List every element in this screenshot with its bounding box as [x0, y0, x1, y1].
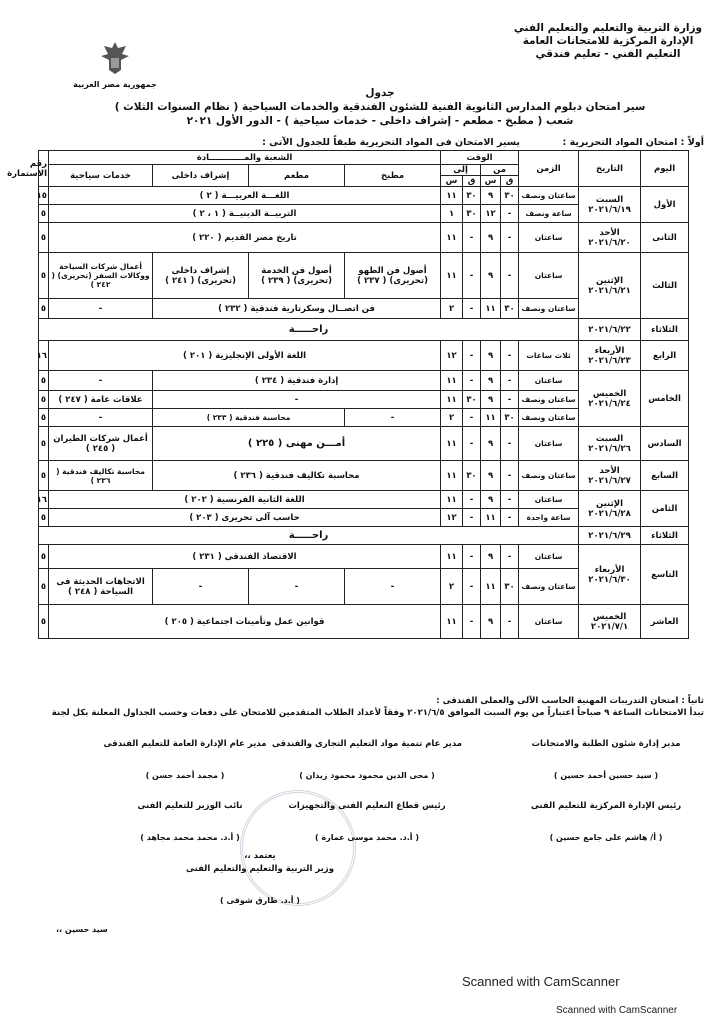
section-note: يسير الامتحان فى المواد التحريرية طبقاً للجدول الآتى :	[262, 137, 520, 148]
from-s-cell: ٩	[481, 545, 501, 569]
date-cell	[579, 253, 641, 319]
country-emblem-block	[70, 40, 160, 89]
from-q-cell: -	[501, 391, 519, 409]
col-restaurant: مطعم	[249, 165, 345, 187]
from-q-cell: -	[501, 253, 519, 299]
grade-cell: ٥	[39, 299, 49, 319]
day-cell: الرابع	[641, 341, 689, 371]
restaurant-cell: أصول فن الخدمة (تحريرى) ( ٢٣٩ )	[249, 253, 345, 299]
signature-name: ( أ.د. طارق شوقى )	[220, 896, 300, 905]
col-from: من	[481, 165, 519, 176]
signature-block	[100, 800, 280, 844]
date-cell	[579, 605, 641, 639]
table-row	[39, 223, 689, 253]
col-q: ق	[501, 176, 519, 187]
notes-block	[20, 695, 704, 719]
col-to: إلى	[441, 165, 481, 176]
table-row	[39, 605, 689, 639]
exam-schedule-table	[7, 150, 689, 639]
subject-cell: إدارة فندقية ( ٢٣٤ )	[153, 371, 441, 391]
from-q-cell: -	[501, 205, 519, 223]
title-line: شعب ( مطبخ - مطعم - إشراف داخلى - خدمات سياحية ) - الدور الأول ٢٠٢١	[186, 115, 574, 127]
from-q-cell: -	[501, 509, 519, 527]
date-cell: ٢٠٢١/٦/٢٢	[579, 319, 641, 341]
to-q-cell: -	[463, 409, 481, 427]
signature-title: وزير التربية والتعليم والتعليم الفنى	[186, 864, 334, 874]
table-row	[39, 527, 689, 545]
from-s-cell: ١١	[481, 569, 501, 605]
duration-cell: ساعتان	[519, 545, 579, 569]
date-label: ٢٠٢١/٦/٣٠	[588, 574, 631, 585]
kitchen-cell: -	[345, 569, 441, 605]
grade-cell: ٥	[39, 409, 49, 427]
weekday-label: السبت	[595, 194, 624, 205]
table-row	[39, 371, 689, 391]
day-cell: الثانى	[641, 223, 689, 253]
from-q-cell: -	[501, 461, 519, 491]
col-tourism: خدمات سياحية	[49, 165, 153, 187]
subject-cell: محاسبة تكاليف فندقية ( ٢٣٦ )	[153, 461, 441, 491]
to-q-cell: -	[463, 509, 481, 527]
subject-cell: اللغة الأولى الإنجليزية ( ٢٠١ )	[49, 341, 441, 371]
tourism-cell: محاسبة تكاليف فندقية ( ٢٣٦ )	[49, 461, 153, 491]
date-cell	[579, 223, 641, 253]
title-line: جدول	[365, 87, 395, 99]
to-s-cell: ٢	[441, 409, 463, 427]
to-s-cell: ١١	[441, 371, 463, 391]
table-row	[39, 253, 689, 299]
grade-cell: ٥	[39, 605, 49, 639]
housekeeping-cell: -	[153, 569, 249, 605]
from-s-cell: ٩	[481, 491, 501, 509]
to-q-cell: -	[463, 605, 481, 639]
signature-block	[506, 800, 706, 844]
grade-cell: ٥	[39, 427, 49, 461]
duration-cell: ساعة واحدة	[519, 509, 579, 527]
grade-cell: ١٦	[39, 491, 49, 509]
to-s-cell: ١١	[441, 491, 463, 509]
duration-cell: ساعتان	[519, 371, 579, 391]
date-cell	[579, 371, 641, 427]
ministry-header	[508, 22, 708, 61]
note-line: ثانياً : امتحان التدريبات المهنية الحاسب الآلى والعملى الفندقى :	[436, 696, 704, 706]
col-duration: الزمن	[519, 151, 579, 187]
col-q: ق	[463, 176, 481, 187]
subject-cell: تاريخ مصر القديم ( ٢٢٠ )	[49, 223, 441, 253]
tourism-cell: -	[49, 371, 153, 391]
day-cell: الثلاثاء	[641, 527, 689, 545]
date-cell	[579, 427, 641, 461]
date-label: ٢٠٢١/٦/٢٣	[588, 355, 631, 366]
signature-title: مدير إدارة شئون الطلبة والامتحانات	[531, 739, 681, 749]
duration-cell: ساعتان ونصف	[519, 569, 579, 605]
from-s-cell: ١١	[481, 509, 501, 527]
signature-title: نائب الوزير للتعليم الفنى	[137, 801, 243, 811]
grade-cell: ٥	[39, 223, 49, 253]
from-q-cell: ٣٠	[501, 187, 519, 205]
table-row	[39, 491, 689, 509]
date-cell	[579, 461, 641, 491]
grade-cell: ١٥	[39, 187, 49, 205]
duration-cell: ساعتان ونصف	[519, 187, 579, 205]
duration-cell: ساعة ونصف	[519, 205, 579, 223]
tourism-cell: أعمال شركات الطيران ( ٢٤٥ )	[49, 427, 153, 461]
country-name: جمهورية مصر العربية	[73, 80, 157, 89]
weekday-label: الأربعاء	[594, 345, 625, 356]
col-s: س	[441, 176, 463, 187]
col-kitchen: مطبخ	[345, 165, 441, 187]
signature-name: ( أ.د. محمد موسى عمارة )	[315, 833, 419, 842]
col-grades: رقم الاستمارة	[39, 151, 49, 187]
subject-cell: حاسب آلى تحريرى ( ٢٠٣ )	[49, 509, 441, 527]
to-s-cell: ١١	[441, 605, 463, 639]
duration-cell: ساعتان ونصف	[519, 299, 579, 319]
from-s-cell: ١١	[481, 299, 501, 319]
day-cell: الخامس	[641, 371, 689, 427]
signer-note: سيد حسين ،،	[56, 925, 108, 934]
to-s-cell: ١١	[441, 427, 463, 461]
duration-cell: ساعتان ونصف	[519, 461, 579, 491]
from-q-cell: -	[501, 223, 519, 253]
subject-cell: قوانين عمل وتأمينات اجتماعية ( ٢٠٥ )	[49, 605, 441, 639]
day-cell: العاشر	[641, 605, 689, 639]
kitchen-cell: أصول فن الطهو (تحريرى) ( ٢٣٧ )	[345, 253, 441, 299]
table-row	[39, 545, 689, 569]
to-q-cell: -	[463, 569, 481, 605]
to-q-cell: ٣٠	[463, 187, 481, 205]
duration-cell: ساعتان ونصف	[519, 391, 579, 409]
grade-cell: ٥	[39, 545, 49, 569]
from-s-cell: ٩	[481, 605, 501, 639]
to-q-cell: -	[463, 341, 481, 371]
rest-day-cell: راحـــــة	[39, 527, 579, 545]
subject-cell: التربيــة الدينيــة ( ١ ، ٢ )	[49, 205, 441, 223]
signature-block	[506, 738, 706, 782]
date-cell	[579, 491, 641, 527]
col-division: الشعبة والمــــــــــــادة	[49, 151, 441, 165]
grade-cell: ٥	[39, 253, 49, 299]
from-s-cell: ٩	[481, 371, 501, 391]
weekday-label: الخميس	[592, 388, 627, 399]
grade-cell: ٥	[39, 461, 49, 491]
signature-name: ( أ/ هاشم على جامع حسين )	[549, 833, 663, 842]
from-q-cell: -	[501, 545, 519, 569]
from-s-cell: ٩	[481, 223, 501, 253]
duration-cell: ساعتان	[519, 223, 579, 253]
from-s-cell: ٩	[481, 461, 501, 491]
signature-block	[80, 738, 290, 782]
to-s-cell: ٢	[441, 299, 463, 319]
duration-cell: ساعتان ونصف	[519, 409, 579, 427]
from-q-cell: -	[501, 341, 519, 371]
weekday-label: الأحد	[599, 227, 620, 238]
to-q-cell: -	[463, 371, 481, 391]
table-row	[39, 341, 689, 371]
grade-cell: ١٦	[39, 341, 49, 371]
to-s-cell: ١	[441, 205, 463, 223]
col-date: التاريخ	[579, 151, 641, 187]
to-s-cell: ١١	[441, 391, 463, 409]
from-s-cell: ٩	[481, 187, 501, 205]
from-q-cell: -	[501, 371, 519, 391]
weekday-label: الخميس	[592, 611, 627, 622]
duration-cell: ساعتان	[519, 427, 579, 461]
kitchen-cell: -	[345, 409, 441, 427]
day-cell: السابع	[641, 461, 689, 491]
duration-cell: ثلاث ساعات	[519, 341, 579, 371]
signature-name: ( سيد حسين أحمد حسين )	[553, 771, 659, 780]
tourism-cell: أعمال شركات السياحة ووكالات السفر (تحريرى) ( ٢٤٢ )	[49, 253, 153, 299]
document-titles	[100, 86, 660, 128]
signature-name: ( أ.د. محمد محمد مجاهد )	[140, 833, 240, 842]
grade-cell: ٥	[39, 391, 49, 409]
to-q-cell: ٣٠	[463, 391, 481, 409]
to-s-cell: ١١	[441, 223, 463, 253]
weekday-label: الأحد	[599, 465, 620, 476]
to-q-cell: ٣٠	[463, 461, 481, 491]
approval-label: يعتمد ،،	[244, 851, 276, 861]
from-s-cell: ٩	[481, 391, 501, 409]
grade-cell: ٥	[39, 509, 49, 527]
scanner-watermark: Scanned with CamScanner	[462, 974, 620, 989]
to-s-cell: ٢	[441, 569, 463, 605]
weekday-label: السبت	[595, 433, 624, 444]
signature-name: ( محى الدين محمود محمود زيدان )	[299, 771, 435, 780]
section-label: أولاً : امتحان المواد التحريرية :	[562, 137, 704, 148]
signature-block	[170, 850, 350, 907]
from-q-cell: ٣٠	[501, 569, 519, 605]
tourism-cell: الاتجاهات الحديثة فى السياحة ( ٢٤٨ )	[49, 569, 153, 605]
to-s-cell: ١٢	[441, 341, 463, 371]
to-q-cell: -	[463, 223, 481, 253]
duration-cell: ساعتان	[519, 491, 579, 509]
date-label: ٢٠٢١/٦/٢٧	[588, 475, 631, 486]
from-q-cell: ٣٠	[501, 299, 519, 319]
from-q-cell: -	[501, 605, 519, 639]
tourism-cell: -	[49, 409, 153, 427]
signature-title: رئيس قطاع التعليم الفنى والتجهيزات	[288, 801, 446, 811]
ministry-line: التعليم الفني - تعليم فندقي	[535, 48, 681, 60]
rest-day-cell: راحـــــة	[39, 319, 579, 341]
date-cell	[579, 545, 641, 605]
date-cell: ٢٠٢١/٦/٢٩	[579, 527, 641, 545]
grade-cell: ٥	[39, 371, 49, 391]
housekeeping-cell: إشراف داخلى (تحريرى) ( ٢٤١ )	[153, 253, 249, 299]
to-q-cell: ٣٠	[463, 205, 481, 223]
date-label: ٢٠٢١/٧/١	[590, 621, 629, 632]
date-cell	[579, 187, 641, 223]
restaurant-cell: -	[249, 569, 345, 605]
note-line: تبدأ الامتحانات الساعة ٩ صباحاً اعتباراً من يوم السبت الموافق ٢٠٢١/٦/٥ وفقاً لأعداد الطلاب المتقدمين للامتحان على دفعات وحسب الجداول المعلنة بكل لجنة	[51, 708, 704, 718]
date-label: ٢٠٢١/٦/٢١	[588, 285, 631, 296]
to-q-cell: -	[463, 253, 481, 299]
to-q-cell: -	[463, 427, 481, 461]
to-q-cell: -	[463, 545, 481, 569]
subject-cell: الاقتصاد الفندقى ( ٢٣١ )	[49, 545, 441, 569]
day-cell: الثالث	[641, 253, 689, 319]
day-cell: السادس	[641, 427, 689, 461]
date-label: ٢٠٢١/٦/١٩	[588, 204, 631, 215]
from-s-cell: ١٢	[481, 205, 501, 223]
date-cell	[579, 341, 641, 371]
table-row	[39, 461, 689, 491]
subject-cell: أمـــن مهنى ( ٢٢٥ )	[153, 427, 441, 461]
col-housekeeping: إشراف داخلى	[153, 165, 249, 187]
table-row	[39, 427, 689, 461]
signature-name: ( محمد أحمد حسن )	[145, 771, 225, 780]
scanner-watermark-small: Scanned with CamScanner	[556, 1005, 678, 1016]
table-row	[39, 319, 689, 341]
ministry-line: وزارة التربية والتعليم والتعليم الفني	[513, 22, 703, 34]
day-cell: التاسع	[641, 545, 689, 605]
subject-cell: اللغة الثانية الفرنسية ( ٢٠٢ )	[49, 491, 441, 509]
title-line: سير امتحان دبلوم المدارس الثانوية الفنية للشئون الفندقية والخدمات السياحية ( نظام السنوات الثلاث )	[114, 101, 646, 113]
ministry-line: الإدارة المركزية للامتحانات العامة	[522, 35, 694, 47]
to-s-cell: ١١	[441, 187, 463, 205]
subject-cell: فن اتصــال وسكرتارية فندقية ( ٢٣٢ )	[153, 299, 441, 319]
table-row	[39, 187, 689, 205]
to-q-cell: -	[463, 299, 481, 319]
to-s-cell: ١١	[441, 253, 463, 299]
day-cell: الأول	[641, 187, 689, 223]
eagle-emblem-icon	[98, 40, 132, 76]
to-s-cell: ١٢	[441, 509, 463, 527]
to-q-cell: -	[463, 491, 481, 509]
grade-cell: ٥	[39, 569, 49, 605]
to-s-cell: ١١	[441, 461, 463, 491]
signature-title: رئيس الإدارة المركزية للتعليم الفنى	[530, 801, 682, 811]
col-day: اليوم	[641, 151, 689, 187]
grade-cell: ٥	[39, 205, 49, 223]
weekday-label: الأربعاء	[594, 564, 625, 575]
weekday-label: الإثنين	[596, 498, 624, 509]
signature-block	[262, 800, 472, 844]
subject-cell: -	[153, 391, 441, 409]
tourism-cell: علاقات عامة ( ٢٤٧ )	[49, 391, 153, 409]
duration-cell: ساعتان	[519, 253, 579, 299]
col-time: الوقت	[441, 151, 519, 165]
signature-title: مدير عام الإدارة العامة للتعليم الفندقى	[103, 739, 267, 749]
duration-cell: ساعتان	[519, 605, 579, 639]
from-s-cell: ١١	[481, 409, 501, 427]
subject-cell: اللغـــة العربيـــة ( ٢ )	[49, 187, 441, 205]
date-label: ٢٠٢١/٦/٢٦	[588, 443, 631, 454]
tourism-cell: -	[49, 299, 153, 319]
from-s-cell: ٩	[481, 341, 501, 371]
date-label: ٢٠٢١/٦/٢٨	[588, 508, 631, 519]
day-cell: الثامن	[641, 491, 689, 527]
weekday-label: الإثنين	[596, 275, 624, 286]
restaurant-housekeeping-cell: محاسبة فندقية ( ٢٣٣ )	[153, 409, 345, 427]
from-q-cell: -	[501, 491, 519, 509]
to-s-cell: ١١	[441, 545, 463, 569]
signature-title: مدير عام تنمية مواد التعليم التجارى والفندقى	[271, 739, 463, 749]
col-s: س	[481, 176, 501, 187]
date-label: ٢٠٢١/٦/٢٠	[588, 237, 631, 248]
from-s-cell: ٩	[481, 427, 501, 461]
from-s-cell: ٩	[481, 253, 501, 299]
from-q-cell: ٣٠	[501, 409, 519, 427]
from-q-cell: -	[501, 427, 519, 461]
header-row	[39, 151, 689, 165]
date-label: ٢٠٢١/٦/٢٤	[588, 398, 631, 409]
day-cell: الثلاثاء	[641, 319, 689, 341]
